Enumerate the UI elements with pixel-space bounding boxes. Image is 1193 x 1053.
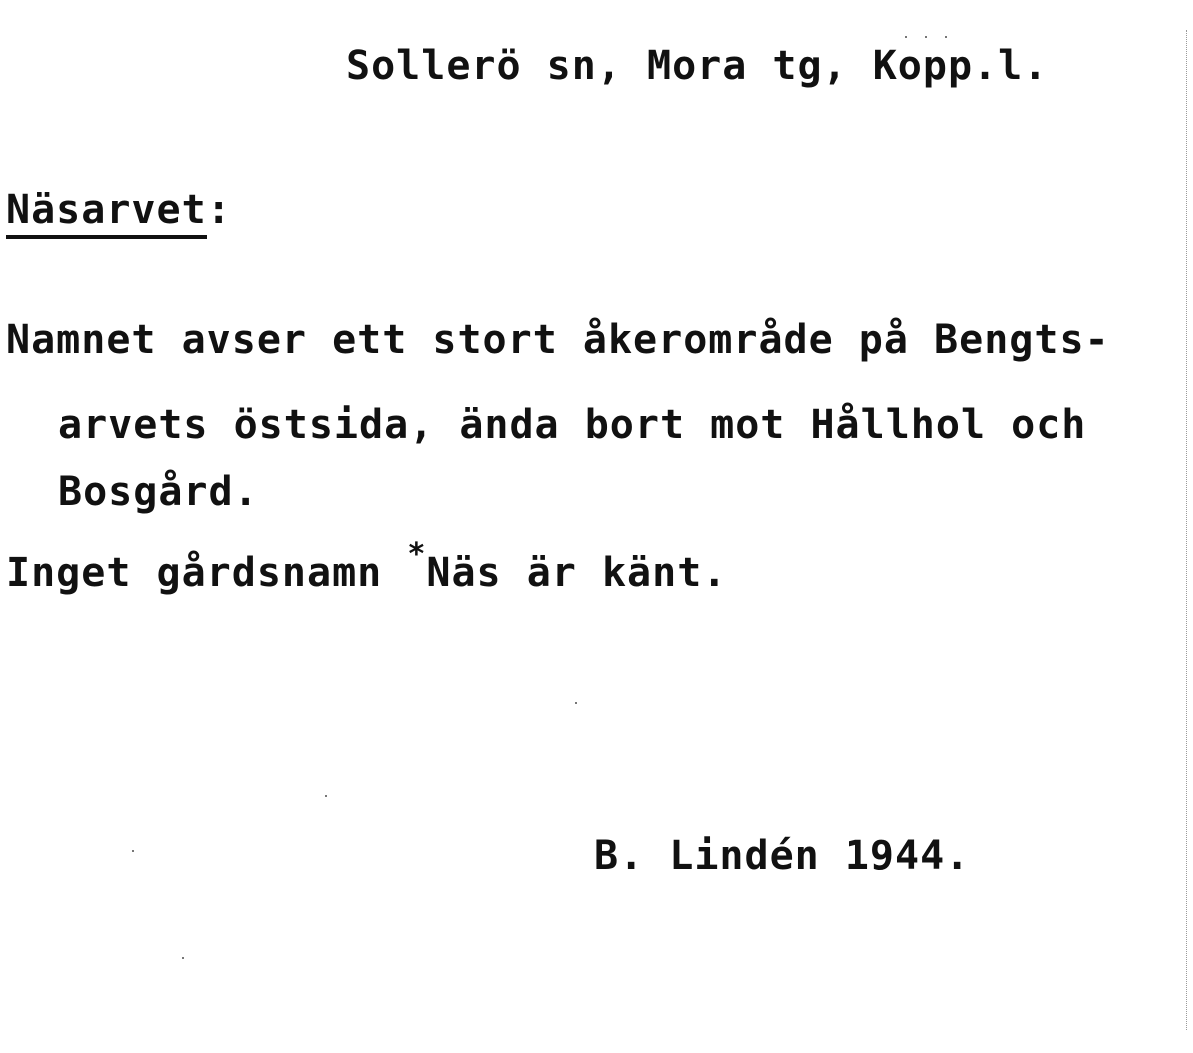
asterisk-mark: * [407, 537, 427, 572]
scan-speck [905, 36, 907, 38]
paragraph-line-3: Bosgård. [58, 469, 259, 515]
note-line [6, 537, 728, 596]
entry-heading-colon: : [206, 187, 232, 233]
scan-speck [325, 795, 327, 797]
card-edge [1186, 30, 1187, 1030]
note-prefix: Inget gårdsnamn [6, 550, 408, 596]
note-suffix: Näs är känt. [426, 550, 728, 596]
entry-heading-word: Näsarvet [6, 187, 207, 239]
scan-speck [132, 850, 134, 852]
scan-speck [575, 702, 577, 704]
location-header: Sollerö sn, Mora tg, Kopp.l. [346, 43, 1049, 89]
signature-line: B. Lindén 1944. [594, 833, 971, 879]
scan-speck [925, 36, 927, 38]
entry-heading [6, 187, 232, 233]
paragraph-line-2: arvets östsida, ända bort mot Hållhol och [58, 402, 1087, 448]
scan-speck [182, 957, 184, 959]
scan-speck [945, 36, 947, 38]
paragraph-line-1: Namnet avser ett stort åkerområde på Bengts- [6, 317, 1110, 363]
